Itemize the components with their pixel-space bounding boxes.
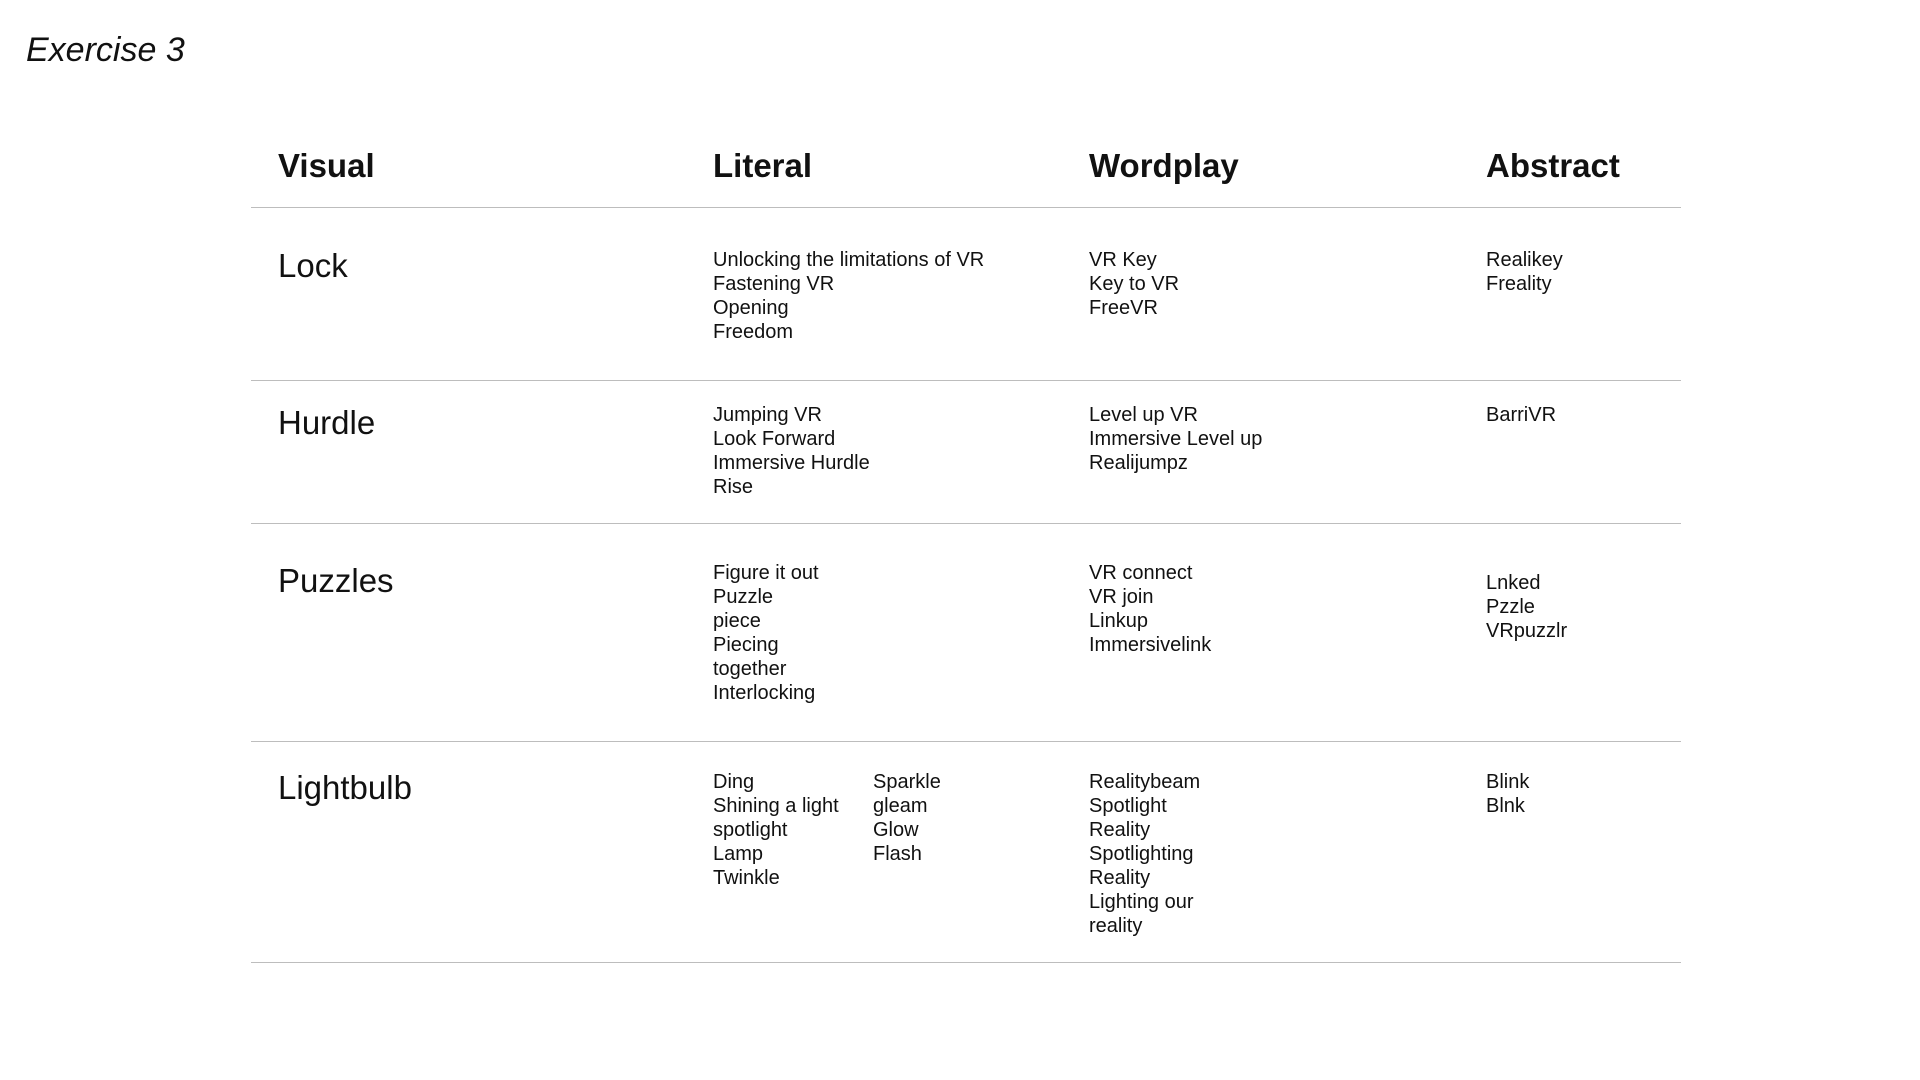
list-item: spotlight (713, 819, 788, 841)
list-item: Jumping VR (713, 404, 822, 426)
list-item: Level up VR (1089, 404, 1198, 426)
list-item: Reality (1089, 867, 1151, 889)
list-item: gleam (873, 795, 928, 817)
table-header-row (251, 140, 1681, 208)
list-item: Lighting our (1089, 891, 1194, 913)
literal-cell (713, 770, 839, 890)
list-item: Pzzle (1486, 596, 1535, 618)
visual-term-puzzles: Puzzles (278, 562, 394, 599)
literal-cell-secondary (873, 770, 941, 866)
list-item: Freedom (713, 321, 794, 343)
wordplay-cell (1089, 561, 1211, 657)
list-item: Shining a light (713, 795, 839, 817)
brainstorm-table (251, 140, 1681, 963)
list-item: Linkup (1089, 610, 1148, 632)
list-item: Glow (873, 819, 919, 841)
list-item: piece (713, 610, 761, 632)
wordplay-cell (1089, 770, 1200, 938)
list-item: Fastening VR (713, 273, 835, 295)
header-visual: Visual (278, 147, 375, 184)
list-item: Blnk (1486, 795, 1525, 817)
list-item: Realikey (1486, 249, 1563, 271)
list-item: Flash (873, 843, 922, 865)
list-item: Opening (713, 297, 789, 319)
visual-term-hurdle: Hurdle (278, 404, 376, 441)
list-item: Key to VR (1089, 273, 1180, 295)
list-item: Reality (1089, 819, 1151, 841)
list-item: Piecing (713, 634, 779, 656)
abstract-cell (1486, 571, 1567, 643)
list-item: Sparkle (873, 771, 941, 793)
list-item: FreeVR (1089, 297, 1158, 319)
wordplay-cell (1089, 403, 1262, 475)
abstract-cell (1486, 248, 1563, 296)
header-literal: Literal (713, 147, 813, 184)
list-item: reality (1089, 915, 1143, 937)
wordplay-cell (1089, 248, 1179, 320)
list-item: together (713, 658, 787, 680)
list-item: VRpuzzlr (1486, 620, 1568, 642)
abstract-cell (1486, 770, 1529, 818)
list-item: Immersive Level up (1089, 428, 1263, 450)
literal-cell (713, 561, 819, 705)
page-title: Exercise 3 (26, 31, 185, 69)
list-item: Immersivelink (1089, 634, 1212, 656)
list-item: VR connect (1089, 562, 1193, 584)
list-item: Puzzle (713, 586, 774, 608)
table-row (251, 524, 1681, 742)
table-row (251, 742, 1681, 963)
table-row (251, 381, 1681, 524)
list-item: VR join (1089, 586, 1154, 608)
list-item: Realitybeam (1089, 771, 1201, 793)
list-item: Rise (713, 476, 754, 498)
list-item: Interlocking (713, 682, 816, 704)
list-item: Realijumpz (1089, 452, 1188, 474)
list-item: Twinkle (713, 867, 780, 889)
visual-term-lock: Lock (278, 247, 348, 284)
list-item: Blink (1486, 771, 1530, 793)
header-wordplay: Wordplay (1089, 147, 1239, 184)
list-item: Lamp (713, 843, 764, 865)
list-item: Figure it out (713, 562, 819, 584)
visual-term-lightbulb: Lightbulb (278, 769, 412, 806)
list-item: Unlocking the limitations of VR (713, 249, 985, 271)
literal-cell (713, 248, 984, 344)
abstract-cell (1486, 403, 1556, 427)
list-item: Immersive Hurdle (713, 452, 870, 474)
list-item: Lnked (1486, 572, 1541, 594)
table-row (251, 208, 1681, 381)
header-abstract: Abstract (1486, 147, 1620, 184)
list-item: Freality (1486, 273, 1552, 295)
list-item: Ding (713, 771, 755, 793)
list-item: Spotlight (1089, 795, 1167, 817)
list-item: BarriVR (1486, 404, 1557, 426)
list-item: VR Key (1089, 249, 1157, 271)
literal-cell (713, 403, 870, 499)
list-item: Spotlighting (1089, 843, 1194, 865)
list-item: Look Forward (713, 428, 836, 450)
